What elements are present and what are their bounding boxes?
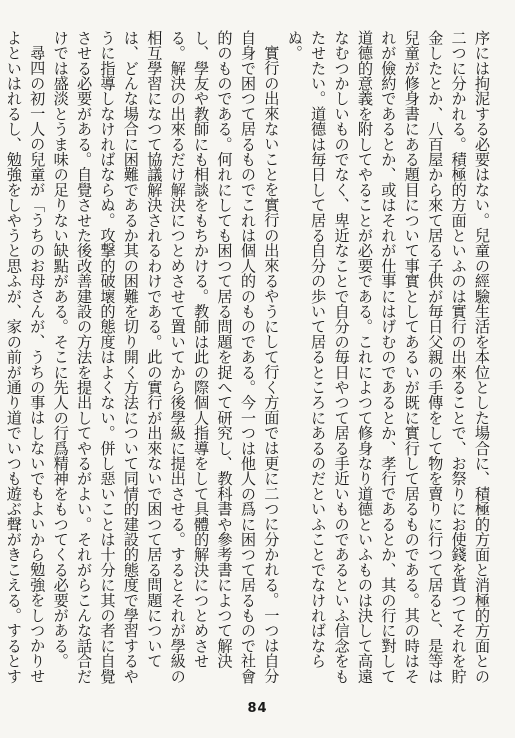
paragraph-2: 實行の出來ないことを實行の出來るやうにして行く方面では更に二つに分かれる。一つは自分自身で困つて居るものでこれは個人的のものである。今一つは他人の爲に困つて居るもので社會的のものである。何れにしても困つて居る問題を捉へて研究し、教科書や參考書によつて解決し、學友や教師にも相談をもちかける。教師は此の際個人指導をして具體的解決につとめさせる。解決の出來るだけ解決につとめさせて置いてから後學級に提出させる。するとそれが學級の相互學習になつて協議解決されるわけである。此の實行が出來ないで困つて居る問題については、どんな場合に困難であるか其の困難を切り開く方法について同情的建設的態度で學習するやうに指導しなければならぬ。攻撃的破壞的態度はよくない。併し惡いことは十分に其の者に自覺させる必要がある。自覺させた後改善建設の方法を提出してやるがよい。それがらこんな話合だけでは盛淡とうま味の足りない缺點がある。そこに先人の行爲精神をもつてくる必要がある。 <box>51 30 281 684</box>
page-number: 84 <box>247 701 268 716</box>
paragraph-3: 尋四の初一人の兒童が「うちのお母さんが、うちの事はしないでもよいから勉強をしつかりせよといはれるし、勉強をしやうと思ふが、家の前が通り道でいつも遊ぶ聲がきこえる。するとす <box>4 30 47 684</box>
paragraph-1: 序には拘泥する必要はない。兒童の經驗生活を本位とした場合に、積極的方面と消極的方面との二つに分かれる。積極的方面といふのは實行の出來ることで、お祭りにお使錢を貰つてそれを貯金したとか、八百屋から來て居る子供が毎日父親の手傳をして物を賣りに行つて居ると、是等は兒童が修身書にある題目について事實としてあるいが既に實行して居るものである。其の時はそれが儉約であるとか、或はそれが仕事にはげむのであるとか、孝行であるとか、其の行に對して道德的意義を附してやることが必要である。これによつて修身なり道德といふものは決して高遠なむつかしいものでなく、卑近なことで自分の毎日やつて居る手近いものであるといふ信念をもたせたい。道德は毎日して居る自分の歩いて居るところにあるのだといふことでなければならぬ。 <box>285 30 491 684</box>
body-text <box>4 30 493 685</box>
